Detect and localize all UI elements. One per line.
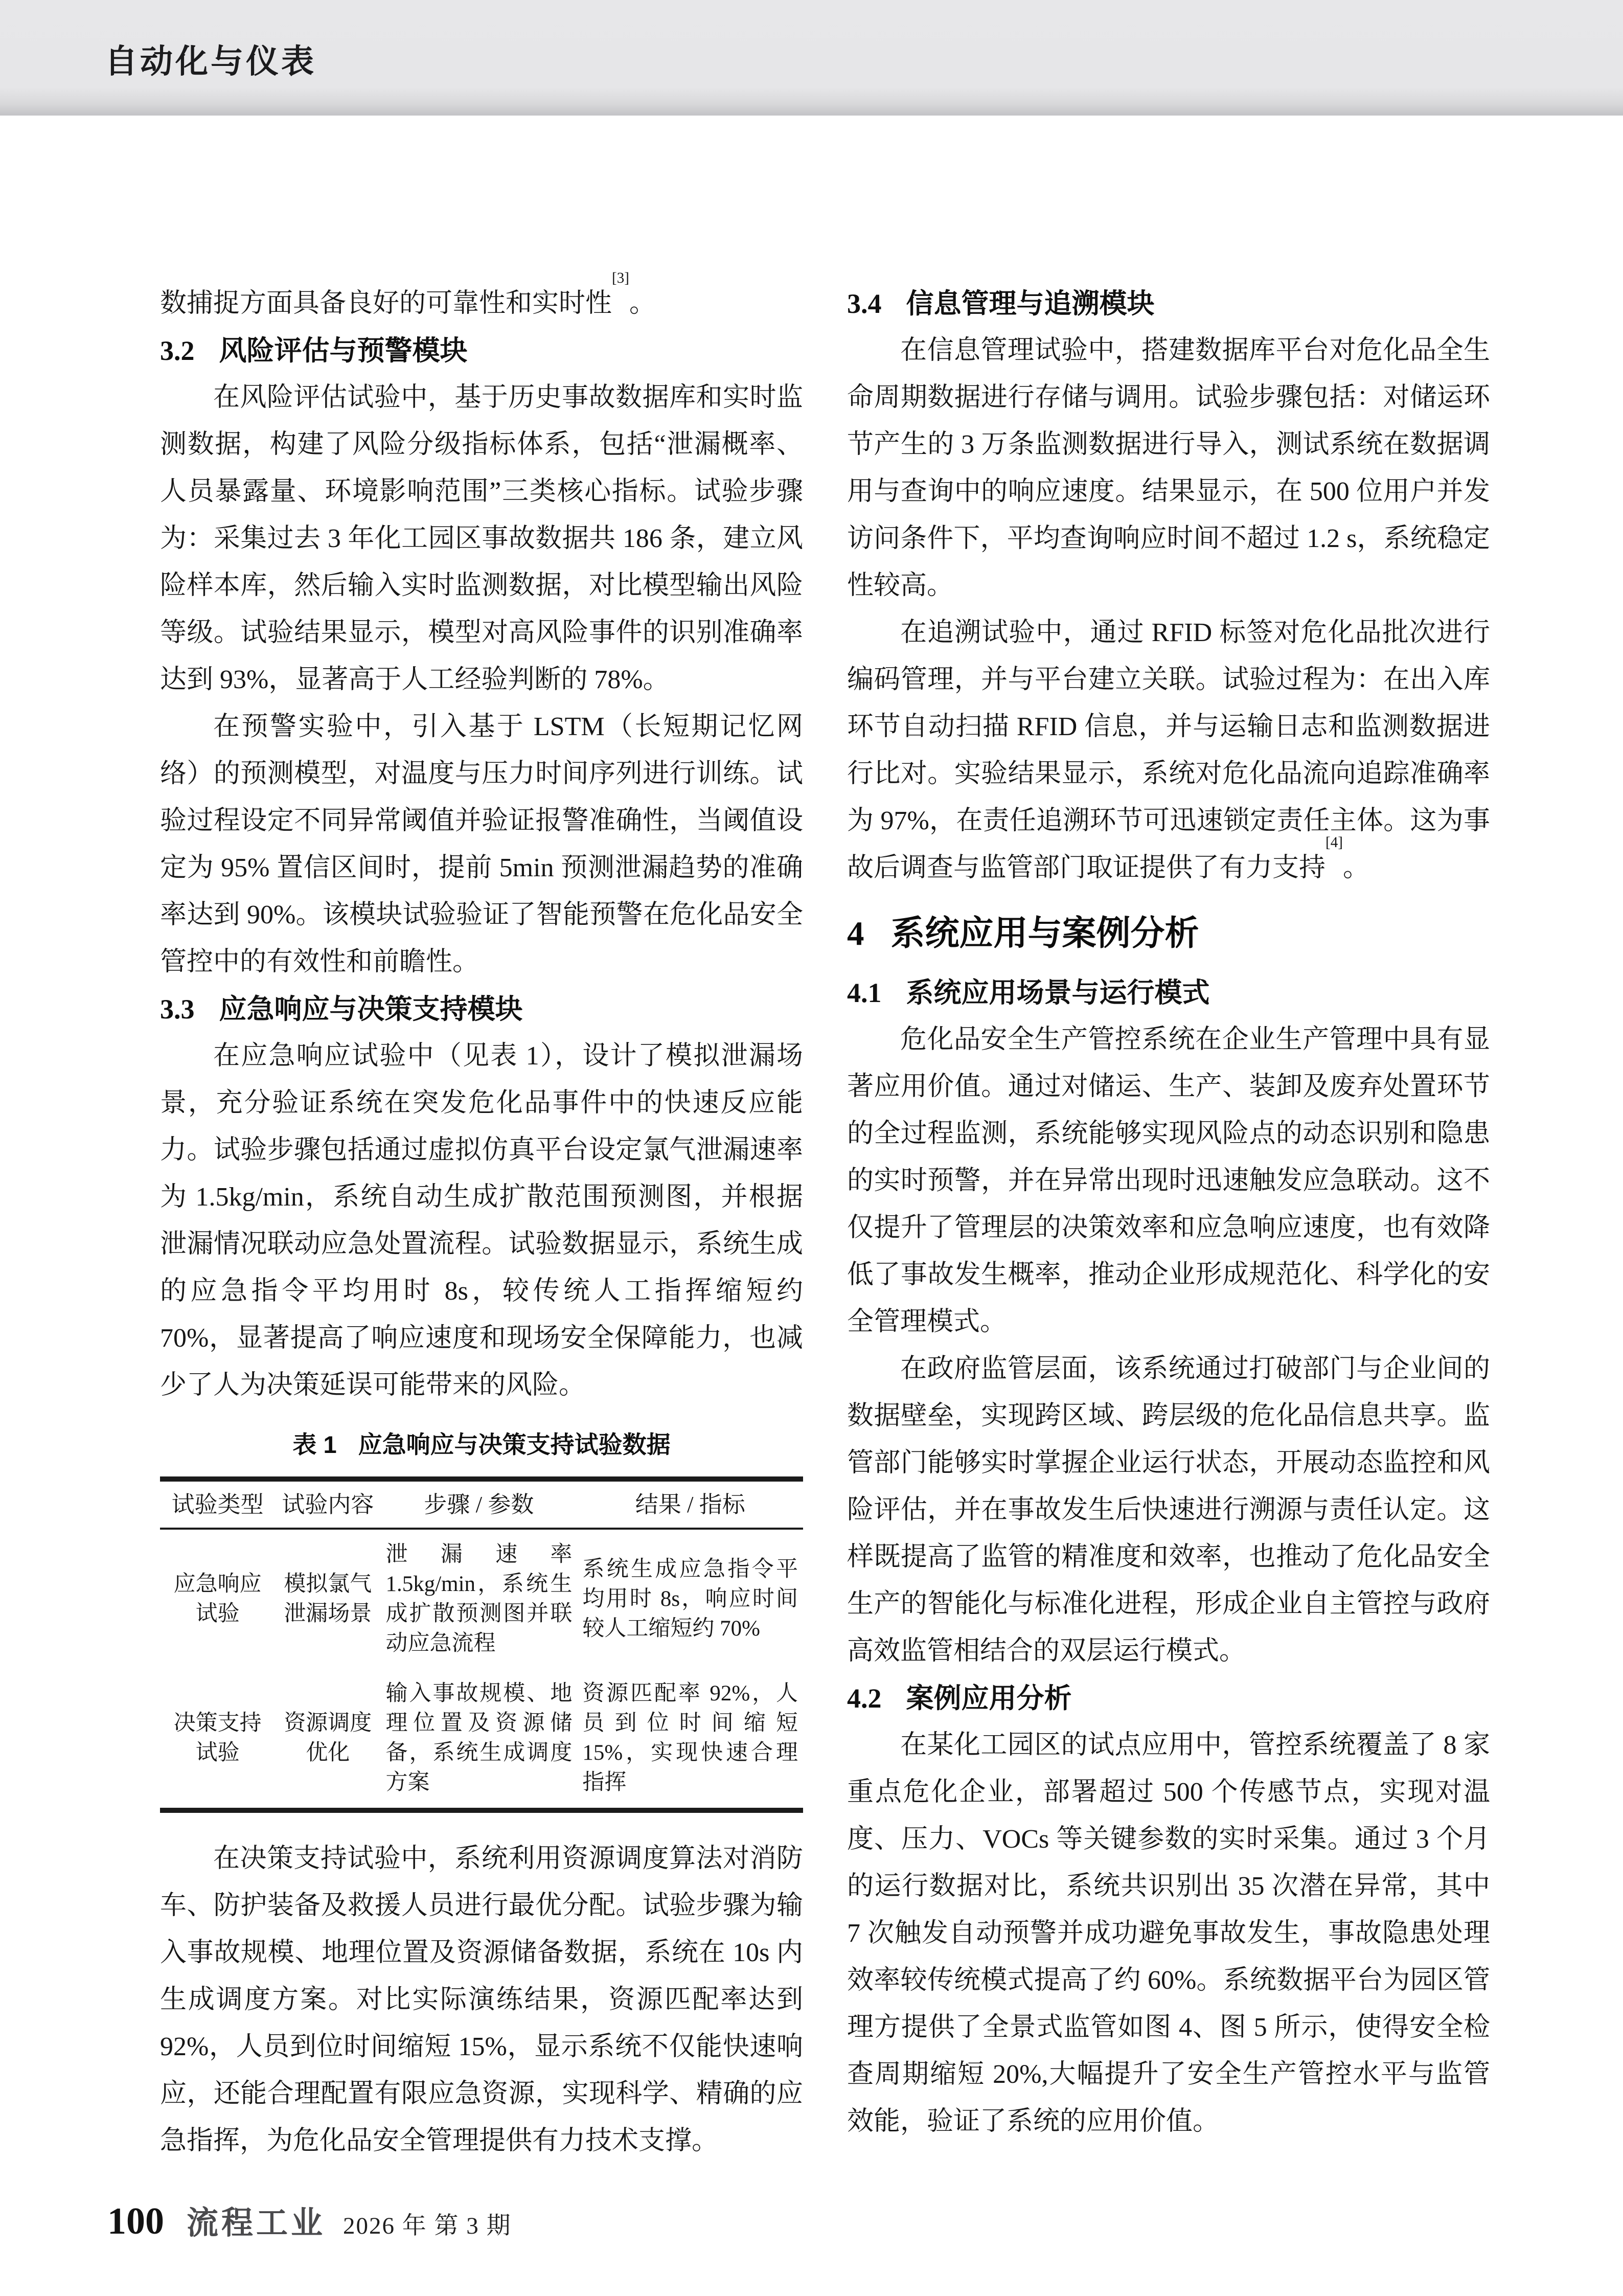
section-title: 风险评估与预警模块 [219, 335, 468, 366]
paragraph: 在风险评估试验中，基于历史事故数据库和实时监测数据，构建了风险分级指标体系，包括“泄漏概率、人员暴露量、环境影响范围”三类核心指标。试验步骤为：采集过去 3 年化工园区事故数据共 186 条，建立风险样本库，然后输入实时监测数据，对比模型输出风险等级。试验结果显示，模型对高风险事件的识别准确率达到 93%，显著高于人工经验判断的 78%。 [160, 383, 803, 694]
section-number: 4 [847, 915, 864, 952]
table-row [160, 1669, 803, 1810]
table-header-cell: 结果 / 指标 [577, 1479, 803, 1529]
paragraph: 在应急响应试验中（见表 1），设计了模拟泄漏场景，充分验证系统在突发危化品事件中的快速反应能力。试验步骤包括通过虚拟仿真平台设定氯气泄漏速率为 1.5kg/min，系统自动生成扩散范围预测图，并根据泄漏情况联动应急处置流程。试验数据显示，系统生成的应急指令平均用时 8s，较传统人工指挥缩短约 70%，显著提高了响应速度和现场安全保障能力，也减少了人为决策延误可能带来的风险。 [160, 1041, 803, 1400]
section-number: 4.2 [847, 1683, 882, 1714]
paragraph: 在预警实验中，引入基于 LSTM（长短期记忆网络）的预测模型，对温度与压力时间序列进行训练。试验过程设定不同异常阈值并验证报警准确性，当阈值设定为 95% 置信区间时，提前 5min 预测泄漏趋势的准确率达到 90%。该模块试验验证了智能预警在危化品安全管控中的有效性和前瞻性。 [160, 712, 803, 976]
page-number: 100 [107, 2200, 164, 2242]
paragraph: 在信息管理试验中，搭建数据库平台对危化品全生命周期数据进行存储与调用。试验步骤包括：对储运环节产生的 3 万条监测数据进行导入，测试系统在数据调用与查询中的响应速度。结果显示，在 500 位用户并发访问条件下，平均查询响应时间不超过 1.2 s，系统稳定性较高。 [847, 336, 1490, 600]
section-heading-4 [847, 905, 1490, 962]
section-number: 3.4 [847, 288, 882, 319]
table-label: 表 1 [292, 1431, 337, 1458]
journal-name: 流程工业 [187, 2206, 326, 2241]
section-heading-3.3 [160, 986, 803, 1033]
column-header-title: 自动化与仪表 [105, 43, 316, 80]
section-number: 3.2 [160, 335, 195, 366]
emergency-response-decision-table [160, 1476, 803, 1813]
paragraph: 在某化工园区的试点应用中，管控系统覆盖了 8 家重点危化企业，部署超过 500 个传感节点，实现对温度、压力、VOCs 等关键参数的实时采集。通过 3 个月的运行数据对比，系统共识别出 35 次潜在异常，其中 7 次触发自动预警并成功避免事故发生，事故隐患处理效率较传统模式提高了约 60%。系统数据平台为园区管理方提供了全景式监管如图 4、图 5 所示，使得安全检查周期缩短 20%,大幅提升了安全生产管控水平与监管效能，验证了系统的应用价值。 [847, 1731, 1490, 2136]
table-cell: 决策支持试验 [173, 1711, 262, 1765]
section-number: 4.1 [847, 977, 882, 1008]
page-footer [107, 2197, 512, 2243]
table-cell: 系统生成应急指令平均用时 8s，响应时间较人工缩短约 70% [582, 1557, 798, 1641]
table-header-row [160, 1479, 803, 1529]
table-cell: 泄漏速率 1.5kg/min，系统生成扩散预测图并联动应急流程 [385, 1542, 573, 1655]
table-cell: 模拟氯气泄漏场景 [284, 1572, 372, 1626]
section-title: 案例应用分析 [906, 1683, 1072, 1714]
table-caption [160, 1426, 803, 1463]
paragraph: 数捕捉方面具备良好的可靠性和实时性[3]。 [160, 269, 656, 318]
section-heading-4.1 [847, 969, 1490, 1016]
section-heading-4.2 [847, 1675, 1490, 1722]
section-title: 系统应用场景与运行模式 [906, 977, 1210, 1008]
citation-marker: [3] [612, 269, 629, 286]
section-title: 应急响应与决策支持模块 [219, 994, 523, 1025]
column-left [160, 269, 803, 2165]
section-title: 信息管理与追溯模块 [906, 288, 1155, 319]
paragraph: 在决策支持试验中，系统利用资源调度算法对消防车、防护装备及救援人员进行最优分配。试验步骤为输入事故规模、地理位置及资源储备数据，系统在 10s 内生成调度方案。对比实际演练结果，资源匹配率达到 92%，人员到位时间缩短 15%，显示系统不仅能快速响应，还能合理配置有限应急资源，实现科学、精确的应急指挥，为危化品安全管理提供有力技术支撑。 [160, 1844, 803, 2155]
table-header-cell: 步骤 / 参数 [380, 1479, 577, 1529]
table-header-cell: 试验类型 [160, 1479, 275, 1529]
paragraph: 在追溯试验中，通过 RFID 标签对危化品批次进行编码管理，并与平台建立关联。试验过程为：在出入库环节自动扫描 RFID 信息，并与运输日志和监测数据进行比对。实验结果显示，系统对危化品流向追踪准确率为 97%，在责任追溯环节可迅速锁定责任主体。这为事故后调查与监管部门取证提供了有力支持[4]。 [847, 618, 1490, 882]
citation-marker: [4] [1325, 834, 1343, 851]
paragraph: 在政府监管层面，该系统通过打破部门与企业间的数据壁垒，实现跨区域、跨层级的危化品信息共享。监管部门能够实时掌握企业运行状态，开展动态监控和风险评估，并在事故发生后快速进行溯源与责任认定。这样既提高了监管的精准度和效率，也推动了危化品安全生产的智能化与标准化进程，形成企业自主管控与政府高效监管相结合的双层运行模式。 [847, 1354, 1490, 1666]
table-header-cell: 试验内容 [275, 1479, 380, 1529]
table-cell: 输入事故规模、地理位置及资源储备，系统生成调度方案 [385, 1681, 573, 1794]
table-caption-title: 应急响应与决策支持试验数据 [358, 1431, 671, 1458]
table-cell: 资源调度优化 [284, 1711, 372, 1765]
issue-info: 2026 年 第 3 期 [343, 2213, 512, 2239]
paragraph: 危化品安全生产管控系统在企业生产管理中具有显著应用价值。通过对储运、生产、装卸及废弃处置环节的全过程监测，系统能够实现风险点的动态识别和隐患的实时预警，并在异常出现时迅速触发应急联动。这不仅提升了管理层的决策效率和应急响应速度，也有效降低了事故发生概率，推动企业形成规范化、科学化的安全管理模式。 [847, 1025, 1490, 1336]
table-cell: 资源匹配率 92%，人员到位时间缩短 15%，实现快速合理指挥 [582, 1681, 798, 1794]
section-heading-3.4 [847, 280, 1490, 327]
section-heading-3.2 [160, 327, 803, 374]
section-number: 3.3 [160, 994, 195, 1025]
table-row [160, 1529, 803, 1669]
header-band [0, 0, 1623, 116]
column-right [847, 280, 1490, 2145]
section-title: 系统应用与案例分析 [890, 914, 1199, 952]
table-cell: 应急响应试验 [173, 1572, 262, 1626]
